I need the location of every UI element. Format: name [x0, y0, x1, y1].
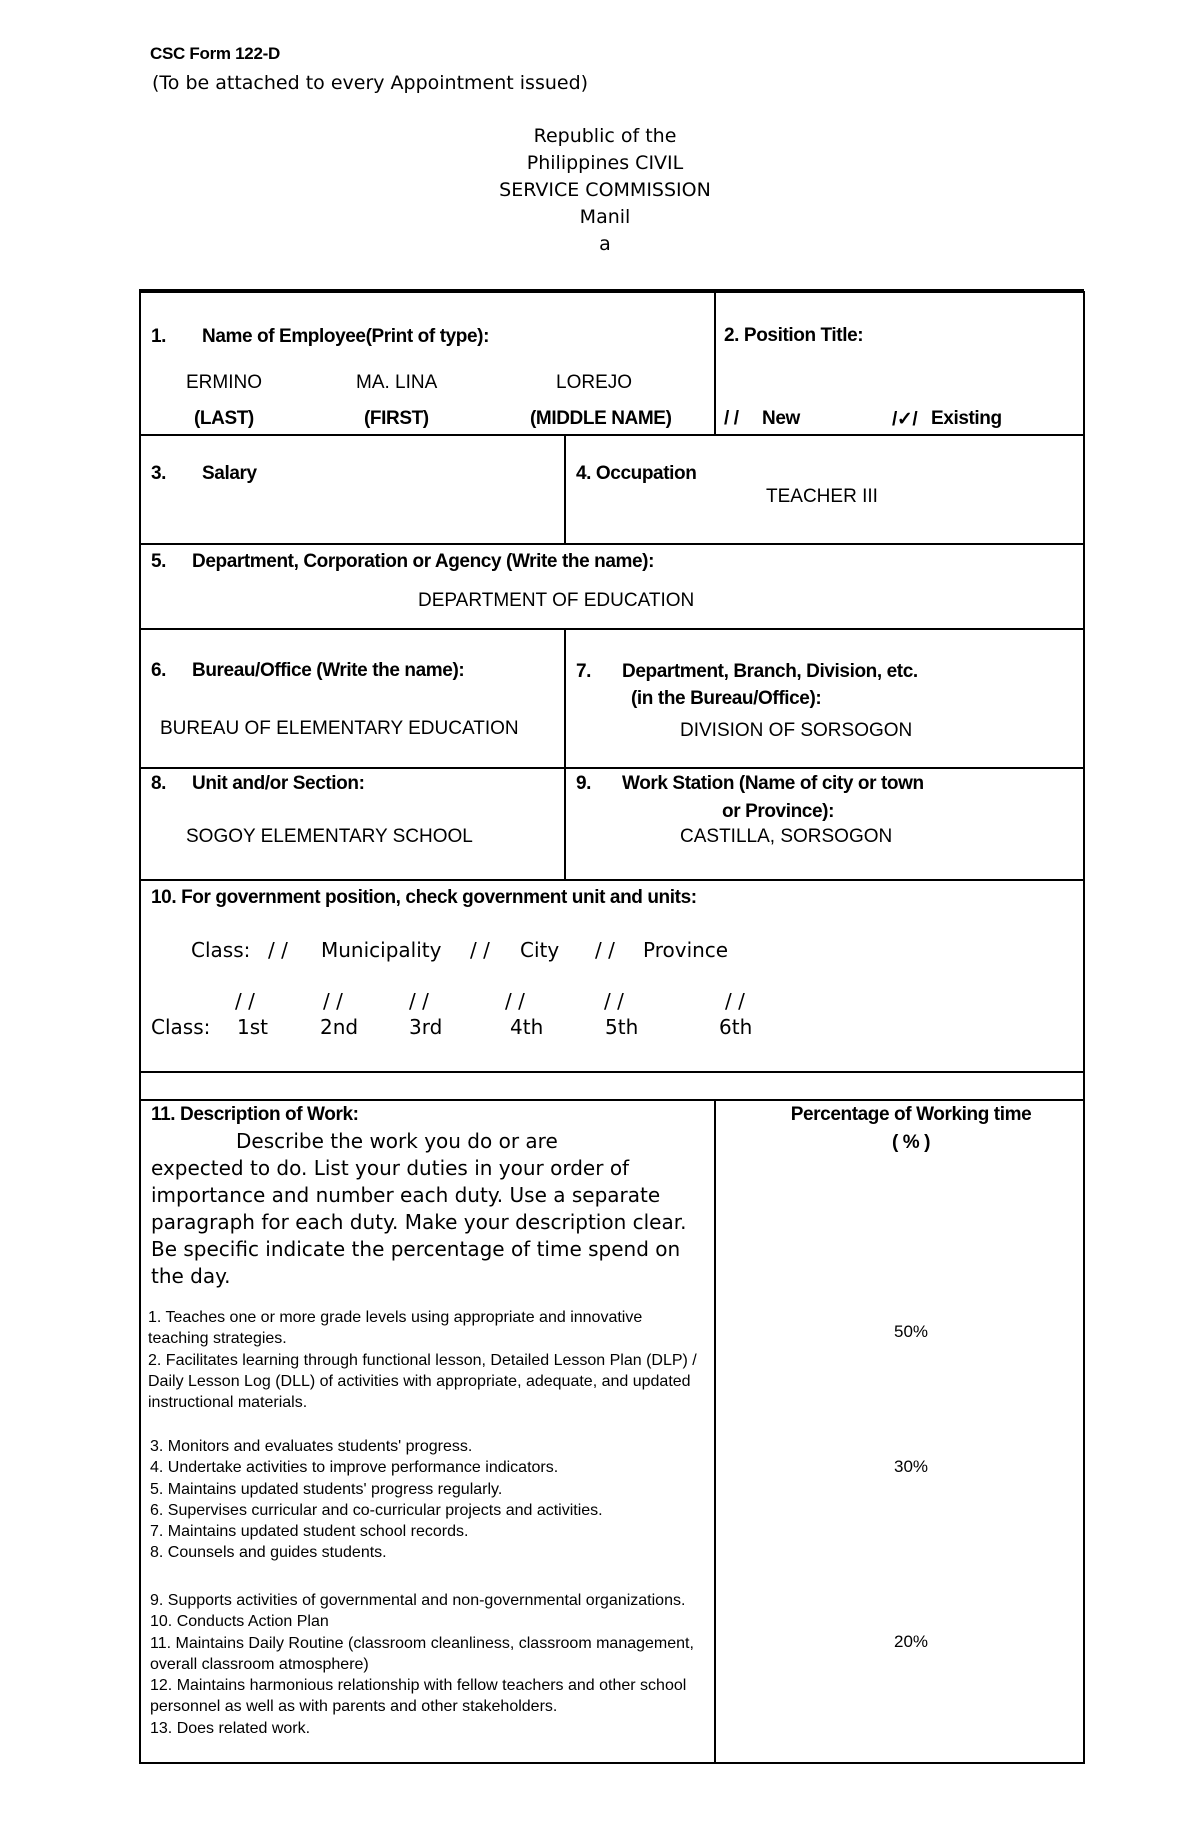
section7-number: 7.: [576, 661, 592, 682]
duty-item: 6. Supervises curricular and co-curricular projects and activities.: [150, 1501, 603, 1519]
unit-section-value: SOGOY ELEMENTARY SCHOOL: [186, 826, 473, 847]
middle-name-value: LOREJO: [556, 372, 633, 393]
class-1st-checkbox[interactable]: / /: [235, 989, 255, 1013]
division-label-line1: Department, Branch, Division, etc.: [622, 661, 918, 682]
class-1st-label: 1st: [237, 1015, 268, 1039]
duty-item: 4. Undertake activities to improve performance indicators.: [150, 1459, 559, 1477]
class-3rd-label: 3rd: [409, 1015, 443, 1039]
work-station-value: CASTILLA, SORSOGON: [680, 826, 893, 847]
salary-label: Salary: [202, 463, 257, 484]
class-2nd-checkbox[interactable]: / /: [323, 989, 343, 1013]
duty-item: 11. Maintains Daily Routine (classroom cleanliness, classroom management, overall classroom atmosphere): [150, 1634, 694, 1673]
class-4th-label: 4th: [510, 1015, 544, 1039]
row-divider: [139, 434, 1085, 436]
first-name-caption: (FIRST): [364, 408, 429, 429]
attach-note: (To be attached to every Appointment issued): [152, 72, 589, 94]
section9-number: 9.: [576, 773, 592, 794]
existing-checkbox[interactable]: /✓/: [892, 409, 918, 430]
table-bottom-border: [139, 1762, 1085, 1764]
division-value: DIVISION OF SORSOGON: [680, 720, 913, 741]
duty-group-1: [148, 1307, 703, 1413]
occupation-label: 4. Occupation: [576, 463, 697, 484]
republic-line: Republic of the: [533, 125, 677, 147]
class-3rd-checkbox[interactable]: / /: [409, 989, 429, 1013]
province-checkbox[interactable]: / /: [595, 938, 615, 962]
unit-section-label: Unit and/or Section:: [192, 773, 365, 794]
existing-label: Existing: [931, 408, 1002, 429]
class-5th-label: 5th: [605, 1015, 639, 1039]
duty-item: 12. Maintains harmonious relationship with fellow teachers and other school personnel as well as with parents and other stakeholders.: [150, 1677, 687, 1716]
agency-label: Department, Corporation or Agency (Write the name):: [192, 551, 655, 572]
work-station-label-line2: or Province):: [722, 801, 834, 822]
description-of-work-label: 11. Description of Work:: [151, 1104, 359, 1125]
last-name-caption: (LAST): [194, 408, 254, 429]
section3-number: 3.: [151, 463, 167, 484]
duty-group-3: [150, 1590, 705, 1739]
class-label: Class:: [191, 938, 251, 962]
last-name-value: ERMINO: [186, 372, 262, 393]
city-label: City: [520, 938, 560, 962]
duty-item: 9. Supports activities of governmental and non-governmental organizations.: [150, 1592, 686, 1609]
bureau-label: Bureau/Office (Write the name):: [192, 660, 465, 681]
position-title-label: 2. Position Title:: [724, 325, 864, 346]
section1-number: 1.: [151, 326, 167, 347]
class-5th-checkbox[interactable]: / /: [604, 989, 624, 1013]
new-checkbox[interactable]: / /: [724, 408, 739, 429]
description-intro-line1: Describe the work you do or are: [236, 1129, 558, 1153]
municipality-label: Municipality: [321, 938, 442, 962]
section6-number: 6.: [151, 660, 167, 681]
class-label-2: Class:: [151, 1015, 211, 1039]
municipality-checkbox[interactable]: / /: [268, 938, 288, 962]
republic-line: SERVICE COMMISSION: [499, 179, 711, 201]
percent-group-2: 30%: [893, 1457, 929, 1476]
class-6th-label: 6th: [719, 1015, 753, 1039]
col-divider: [564, 434, 566, 544]
row-divider: [139, 767, 1085, 769]
col-divider: [714, 1099, 716, 1763]
section1-title: Name of Employee(Print of type):: [202, 326, 490, 347]
percent-group-3: 20%: [893, 1632, 929, 1651]
percent-group-1: 50%: [893, 1322, 929, 1341]
percentage-header: Percentage of Working time: [790, 1104, 1032, 1125]
row-divider: [139, 879, 1085, 881]
duty-item: 5. Maintains updated students' progress regularly.: [150, 1480, 503, 1498]
row-divider: [139, 1099, 1085, 1101]
duty-group-2: [150, 1436, 705, 1564]
new-label: New: [762, 408, 800, 429]
republic-heading: [450, 123, 760, 258]
work-station-label-line1: Work Station (Name of city or town: [622, 773, 924, 794]
col-divider: [714, 291, 716, 435]
duty-item: 13. Does related work.: [150, 1719, 311, 1737]
duty-item: 2. Facilitates learning through functional lesson, Detailed Lesson Plan (DLP) / Daily Lesson Log (DLL) of activities with appropriate, adequate, and updated instructional materials.: [148, 1351, 697, 1412]
duty-item: 1. Teaches one or more grade levels using appropriate and innovative teaching strategies.: [148, 1309, 643, 1348]
republic-line: Manil: [579, 206, 631, 228]
section8-number: 8.: [151, 773, 167, 794]
city-checkbox[interactable]: / /: [470, 938, 490, 962]
col-divider: [564, 628, 566, 880]
table-top-border: [139, 289, 1084, 293]
republic-line: a: [599, 233, 611, 255]
republic-line: Philippines CIVIL: [526, 152, 684, 174]
duty-item: 7. Maintains updated student school records.: [150, 1523, 469, 1541]
row-divider: [139, 1071, 1085, 1073]
bureau-value: BUREAU OF ELEMENTARY EDUCATION: [160, 718, 519, 739]
class-2nd-label: 2nd: [320, 1015, 359, 1039]
table-left-border: [139, 291, 141, 1763]
duty-item: 8. Counsels and guides students.: [150, 1544, 387, 1562]
description-intro: expected to do. List your duties in your order of importance and number each duty. Use a separate paragraph for each duty. Make your description clear. Be specific indicate the percentage of time spend on the day.: [151, 1156, 687, 1288]
class-6th-checkbox[interactable]: / /: [725, 989, 745, 1013]
row-divider: [139, 628, 1085, 630]
province-label: Province: [643, 938, 729, 962]
first-name-value: MA. LINA: [356, 372, 438, 393]
middle-name-caption: (MIDDLE NAME): [530, 408, 672, 429]
percentage-unit: ( % ): [891, 1132, 931, 1153]
division-label-line2: (in the Bureau/Office):: [631, 688, 822, 709]
row-divider: [139, 543, 1085, 545]
table-right-border: [1083, 291, 1085, 1763]
section5-number: 5.: [151, 551, 167, 572]
class-4th-checkbox[interactable]: / /: [505, 989, 525, 1013]
form-number: CSC Form 122-D: [150, 44, 280, 63]
agency-value: DEPARTMENT OF EDUCATION: [418, 590, 695, 611]
section10-title: 10. For government position, check government unit and units:: [151, 887, 697, 908]
duty-item: 3. Monitors and evaluates students' progress.: [150, 1438, 473, 1455]
occupation-value: TEACHER III: [766, 486, 878, 507]
duty-item: 10. Conducts Action Plan: [150, 1613, 329, 1631]
